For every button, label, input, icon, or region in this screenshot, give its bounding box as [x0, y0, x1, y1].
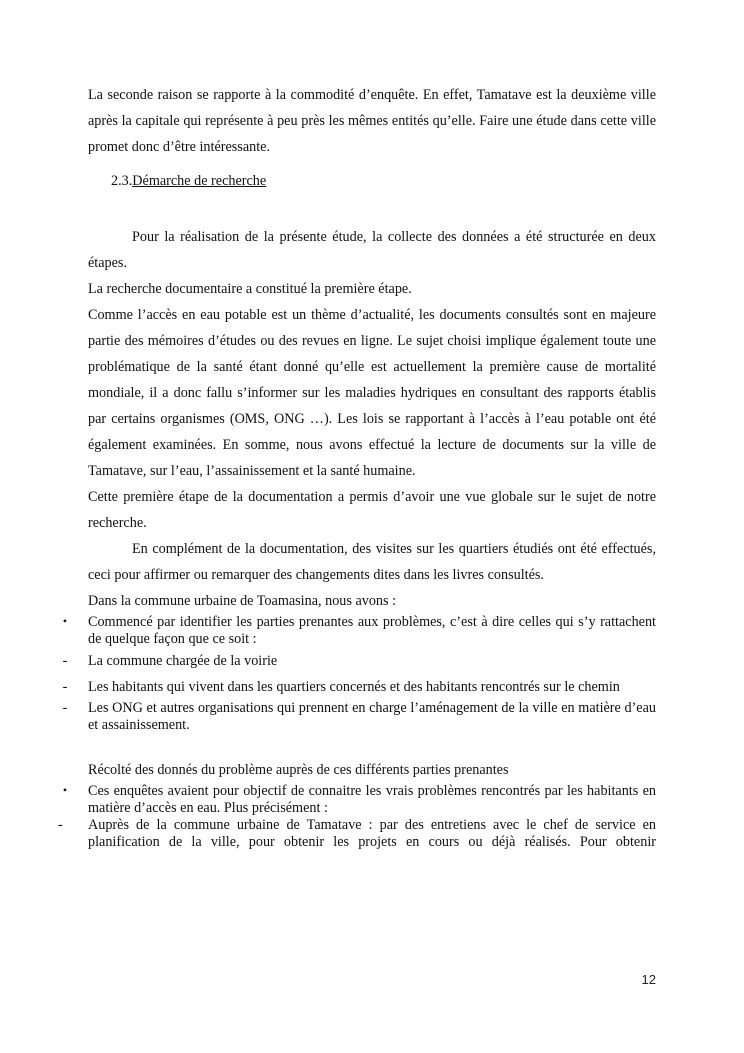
list-item: [58, 817, 656, 851]
paragraph-acces-eau: Comme l’accès en eau potable est un thème d’actualité, les documents consultés sont en majeure partie des mémoires d’études ou des revues en ligne. Le sujet choisi implique également toute une problématique de la santé étant donné qu’elle est actuellement la première cause de mortalité mondiale, il a donc fallu s’informer sur les maladies hydriques en consultant des rapports établis par certains organismes (OMS, ONG …). Les lois se rapportant à l’accès à l’eau potable ont été également examinées. En somme, nous avons effectué la lecture de documents sur la ville de Tamatave, sur l’eau, l’assainissement et la santé humaine.: [88, 307, 656, 479]
bullet-marker: •: [62, 783, 68, 797]
dash-marker: -: [62, 700, 68, 716]
section-heading: [111, 168, 656, 194]
document-page: [58, 82, 656, 851]
section-number: 2.3.: [111, 173, 133, 189]
dash-marker: -: [62, 679, 68, 695]
list-item: [62, 783, 656, 817]
list-item-text: Les habitants qui vivent dans les quartiers concernés et des habitants rencontrés sur le chemin: [88, 679, 620, 695]
list-item-text: Ces enquêtes avaient pour objectif de connaitre les vrais problèmes rencontrés par les habitants en matière d’accès en eau. Plus précisément :: [88, 783, 656, 816]
list-item-text: Commencé par identifier les parties prenantes aux problèmes, c’est à dire celles qui s’y rattachent de quelque façon que ce soit :: [88, 614, 656, 647]
list-item: [62, 674, 656, 700]
paragraph-premiere-etape: Cette première étape de la documentation a permis d’avoir une vue globale sur le sujet de notre recherche.: [88, 489, 656, 531]
paragraph-recolte: Récolté des donnés du problème auprès de ces différents parties prenantes: [88, 762, 509, 778]
page-number: 12: [641, 972, 656, 987]
list-item: [62, 648, 656, 674]
paragraph-commodite: La seconde raison se rapporte à la commodité d’enquête. En effet, Tamatave est la deuxième ville après la capitale qui représente à peu près les mêmes entités qu’elle. Faire une étude dans cette ville promet donc d’être intéressante.: [88, 87, 656, 155]
paragraph-complement: En complément de la documentation, des visites sur les quartiers étudiés ont été effectués, ceci pour affirmer ou remarquer des changements dites dans les livres consultés.: [88, 541, 656, 583]
list-item-text: Auprès de la commune urbaine de Tamatave : par des entretiens avec le chef de service en planification de la ville, pour obtenir les projets en cours ou déjà réalisés. Pour obtenir: [88, 817, 656, 850]
section-title: Démarche de recherche: [132, 173, 267, 189]
dash-marker: -: [62, 653, 68, 669]
paragraph-realisation: Pour la réalisation de la présente étude, la collecte des données a été structurée en deux étapes.: [88, 229, 656, 271]
bullet-marker: •: [62, 614, 68, 628]
list-item-text: Les ONG et autres organisations qui prennent en charge l’aménagement de la ville en matière d’eau et assainissement.: [88, 700, 656, 733]
list-item: [62, 614, 656, 648]
list-item-text: La commune chargée de la voirie: [88, 653, 278, 669]
paragraph-commune: Dans la commune urbaine de Toamasina, nous avons :: [88, 593, 397, 609]
list-item: [62, 700, 656, 734]
dash-marker: -: [58, 817, 63, 833]
paragraph-recherche-documentaire: La recherche documentaire a constitué la première étape.: [88, 281, 412, 297]
